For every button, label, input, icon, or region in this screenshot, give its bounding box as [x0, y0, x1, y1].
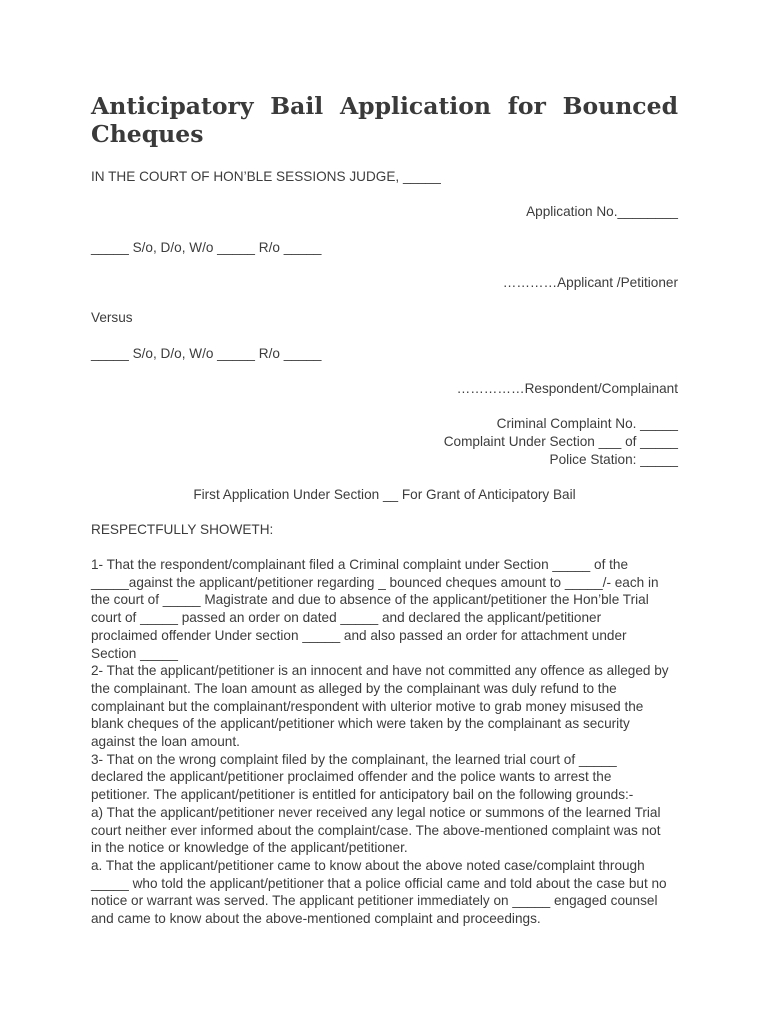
- court-line: IN THE COURT OF HON’BLE SESSIONS JUDGE, _____: [91, 169, 441, 184]
- body-line: proclaimed offender Under section _____ and also passed an order for attachment under: [91, 627, 627, 643]
- body-line: petitioner. The applicant/petitioner is entitled for anticipatory bail on the following grounds:-: [91, 787, 634, 803]
- application-number: Application No.________: [526, 204, 678, 219]
- body-line: the court of _____ Magistrate and due to absence of the applicant/petitioner the Hon’ble Trial: [91, 592, 649, 608]
- respectfully-showeth: RESPECTFULLY SHOWETH:: [91, 522, 274, 537]
- body-line: Section _____: [91, 645, 178, 661]
- body-line: in the notice or knowledge of the applicant/petitioner.: [91, 840, 408, 856]
- body-line: court neither ever informed about the complaint/case. The above-mentioned complaint was not: [91, 822, 661, 838]
- body-line: the complainant. The loan amount as alleged by the complainant was duly refund to the: [91, 680, 617, 696]
- respondent-label: ……………Respondent/Complainant: [456, 381, 678, 396]
- body-line: against the loan amount.: [91, 734, 240, 750]
- body-line: a. That the applicant/petitioner came to know about the above noted case/complaint through: [91, 857, 645, 873]
- body-line: 2- That the applicant/petitioner is an innocent and have not committed any offence as alleged by: [91, 663, 669, 679]
- application-heading: First Application Under Section __ For Grant of Anticipatory Bail: [193, 487, 576, 502]
- body-line: a) That the applicant/petitioner never received any legal notice or summons of the learned Trial: [91, 804, 661, 820]
- application-body: [91, 556, 691, 928]
- applicant-party-line: _____ S/o, D/o, W/o _____ R/o _____: [91, 240, 322, 255]
- applicant-label: …………Applicant /Petitioner: [502, 275, 678, 290]
- police-station: Police Station: _____: [549, 452, 678, 467]
- body-line: declared the applicant/petitioner proclaimed offender and the police wants to arrest the: [91, 769, 612, 785]
- complaint-under-section: Complaint Under Section ___ of _____: [443, 434, 678, 449]
- document-title: [91, 92, 678, 148]
- body-line: blank cheques of the applicant/petitioner which were taken by the complainant as security: [91, 716, 630, 732]
- body-line: and came to know about the above-mentioned complaint and proceedings.: [91, 911, 541, 927]
- body-line: complainant but the complainant/respondent with ulterior motive to grab money misused the: [91, 698, 644, 714]
- body-line: notice or warrant was served. The applicant petitioner immediately on _____ engaged counsel: [91, 893, 658, 909]
- respondent-party-line: _____ S/o, D/o, W/o _____ R/o _____: [91, 346, 322, 361]
- body-line: _____ who told the applicant/petitioner that a police official came and told about the case but no: [91, 875, 667, 891]
- title-line-1: Anticipatory Bail Application for Bounced: [91, 92, 678, 120]
- criminal-complaint-number: Criminal Complaint No. _____: [496, 416, 678, 431]
- body-line: 1- That the respondent/complainant filed a Criminal complaint under Section _____ of the: [91, 557, 629, 572]
- body-line: _____against the applicant/petitioner regarding _ bounced cheques amount to _____/- each in: [91, 574, 659, 590]
- versus-label: Versus: [91, 310, 133, 325]
- title-line-2: Cheques: [91, 120, 204, 148]
- body-line: court of _____ passed an order on dated _____ and declared the applicant/petitioner: [91, 610, 602, 626]
- body-line: 3- That on the wrong complaint filed by the complainant, the learned trial court of _____: [91, 751, 617, 767]
